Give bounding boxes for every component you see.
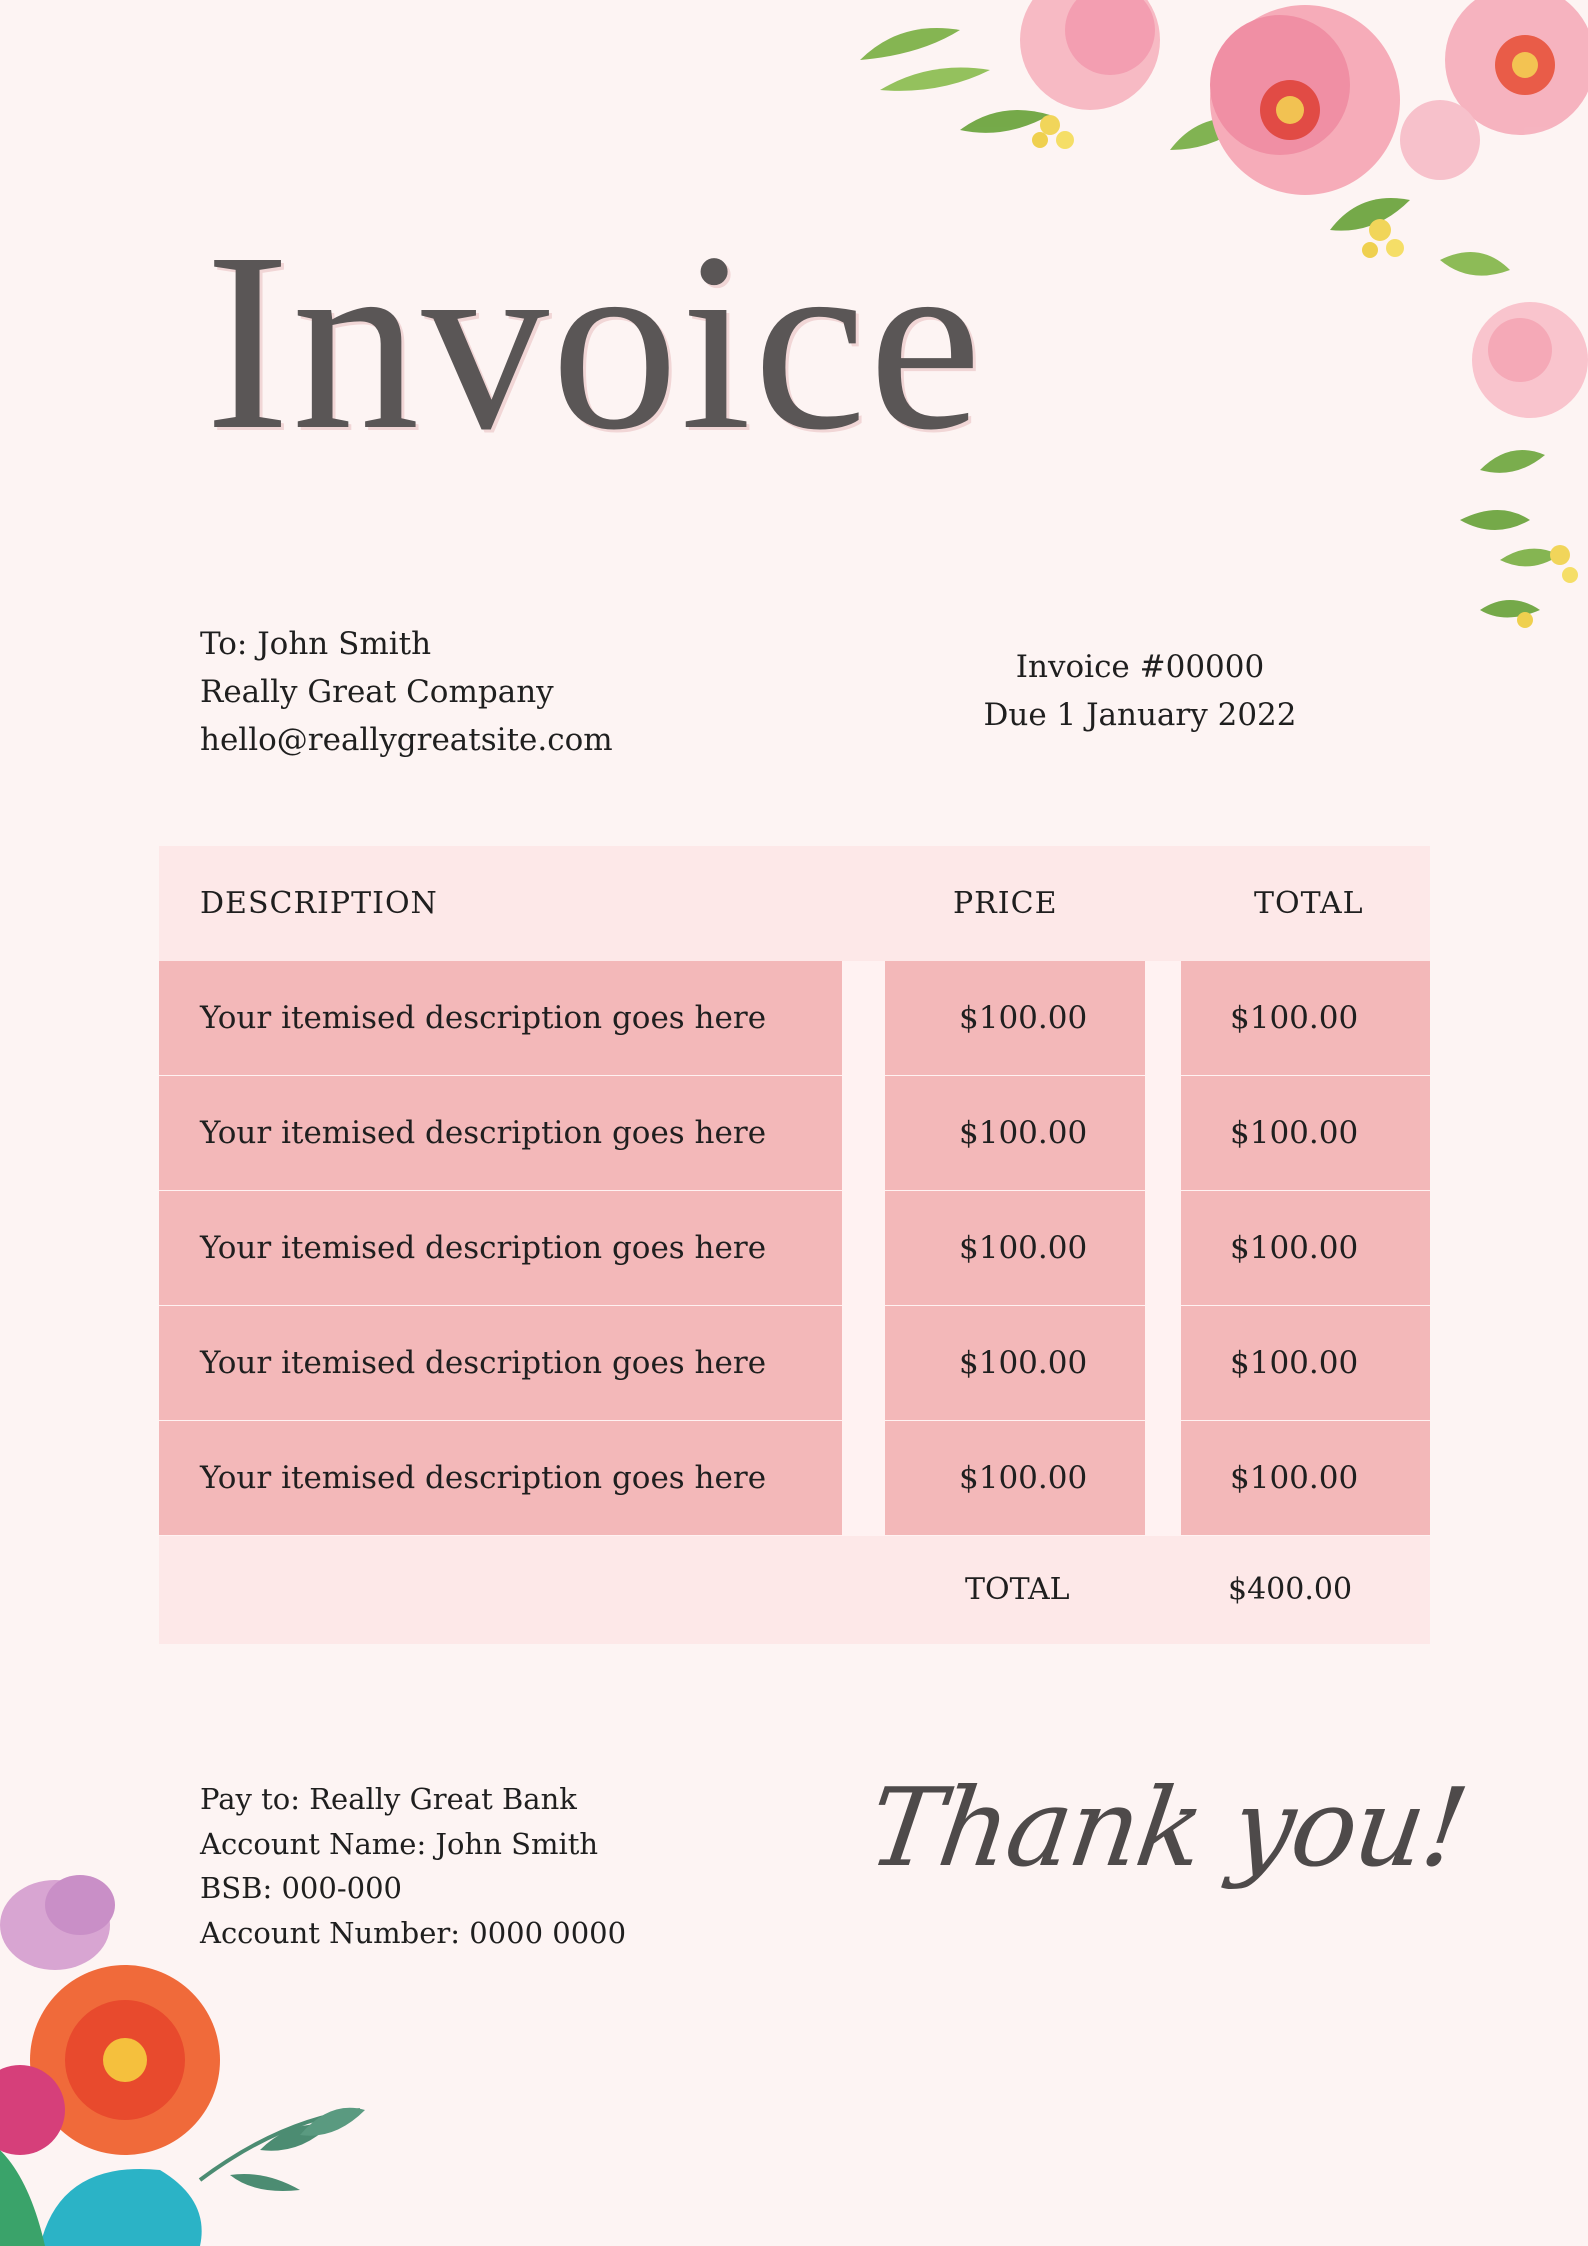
thank-you-message: Thank you!: [861, 1766, 1474, 1891]
row-description: Your itemised description goes here: [200, 1230, 767, 1266]
table-row: [159, 1421, 842, 1535]
description-column: [159, 961, 842, 1536]
table-row: [885, 1076, 1145, 1190]
recipient-company: Really Great Company: [200, 674, 554, 710]
recipient-block: [200, 620, 613, 764]
recipient-email: hello@reallygreatsite.com: [200, 722, 613, 758]
table-row: [159, 1306, 842, 1420]
invoice-due-date: Due 1 January 2022: [983, 697, 1297, 733]
table-row: [1181, 1191, 1430, 1305]
total-column: [1181, 961, 1430, 1536]
row-description: Your itemised description goes here: [200, 1115, 767, 1151]
table-row: [1181, 961, 1430, 1075]
invoice-meta: [950, 643, 1330, 739]
table-row: [1181, 1076, 1430, 1190]
row-total: $100.00: [1230, 1000, 1359, 1036]
table-row: [885, 1306, 1145, 1420]
recipient-name: To: John Smith: [200, 626, 432, 662]
header-price: PRICE: [953, 886, 1058, 921]
row-description: Your itemised description goes here: [200, 1000, 767, 1036]
account-name: Account Name: John Smith: [200, 1826, 599, 1861]
header-description: DESCRIPTION: [200, 886, 438, 921]
table-row: [1181, 1306, 1430, 1420]
price-column: [885, 961, 1145, 1536]
bsb: BSB: 000-000: [200, 1871, 402, 1905]
row-price: $100.00: [959, 1345, 1088, 1381]
footer-total-value: $400.00: [1228, 1572, 1353, 1607]
table-row: [885, 961, 1145, 1075]
payment-details: [200, 1777, 626, 1955]
row-price: $100.00: [959, 1460, 1088, 1496]
row-price: $100.00: [959, 1000, 1088, 1036]
account-number: Account Number: 0000 0000: [200, 1915, 627, 1950]
invoice-table: [159, 846, 1430, 1644]
table-row: [885, 1191, 1145, 1305]
table-row: [159, 961, 842, 1075]
header-total: TOTAL: [1254, 886, 1364, 921]
invoice-number: Invoice #00000: [1015, 649, 1265, 685]
row-total: $100.00: [1230, 1460, 1359, 1496]
row-description: Your itemised description goes here: [200, 1345, 767, 1381]
row-price: $100.00: [959, 1115, 1088, 1151]
pay-to: Pay to: Really Great Bank: [200, 1782, 577, 1816]
footer-total-label: TOTAL: [965, 1572, 1070, 1607]
table-row: [885, 1421, 1145, 1535]
row-description: Your itemised description goes here: [200, 1460, 767, 1496]
table-row: [1181, 1421, 1430, 1535]
table-row: [159, 1191, 842, 1305]
row-total: $100.00: [1230, 1345, 1359, 1381]
row-total: $100.00: [1230, 1230, 1359, 1266]
row-price: $100.00: [959, 1230, 1088, 1266]
row-total: $100.00: [1230, 1115, 1359, 1151]
page-title: Invoice: [205, 201, 984, 483]
table-row: [159, 1076, 842, 1190]
